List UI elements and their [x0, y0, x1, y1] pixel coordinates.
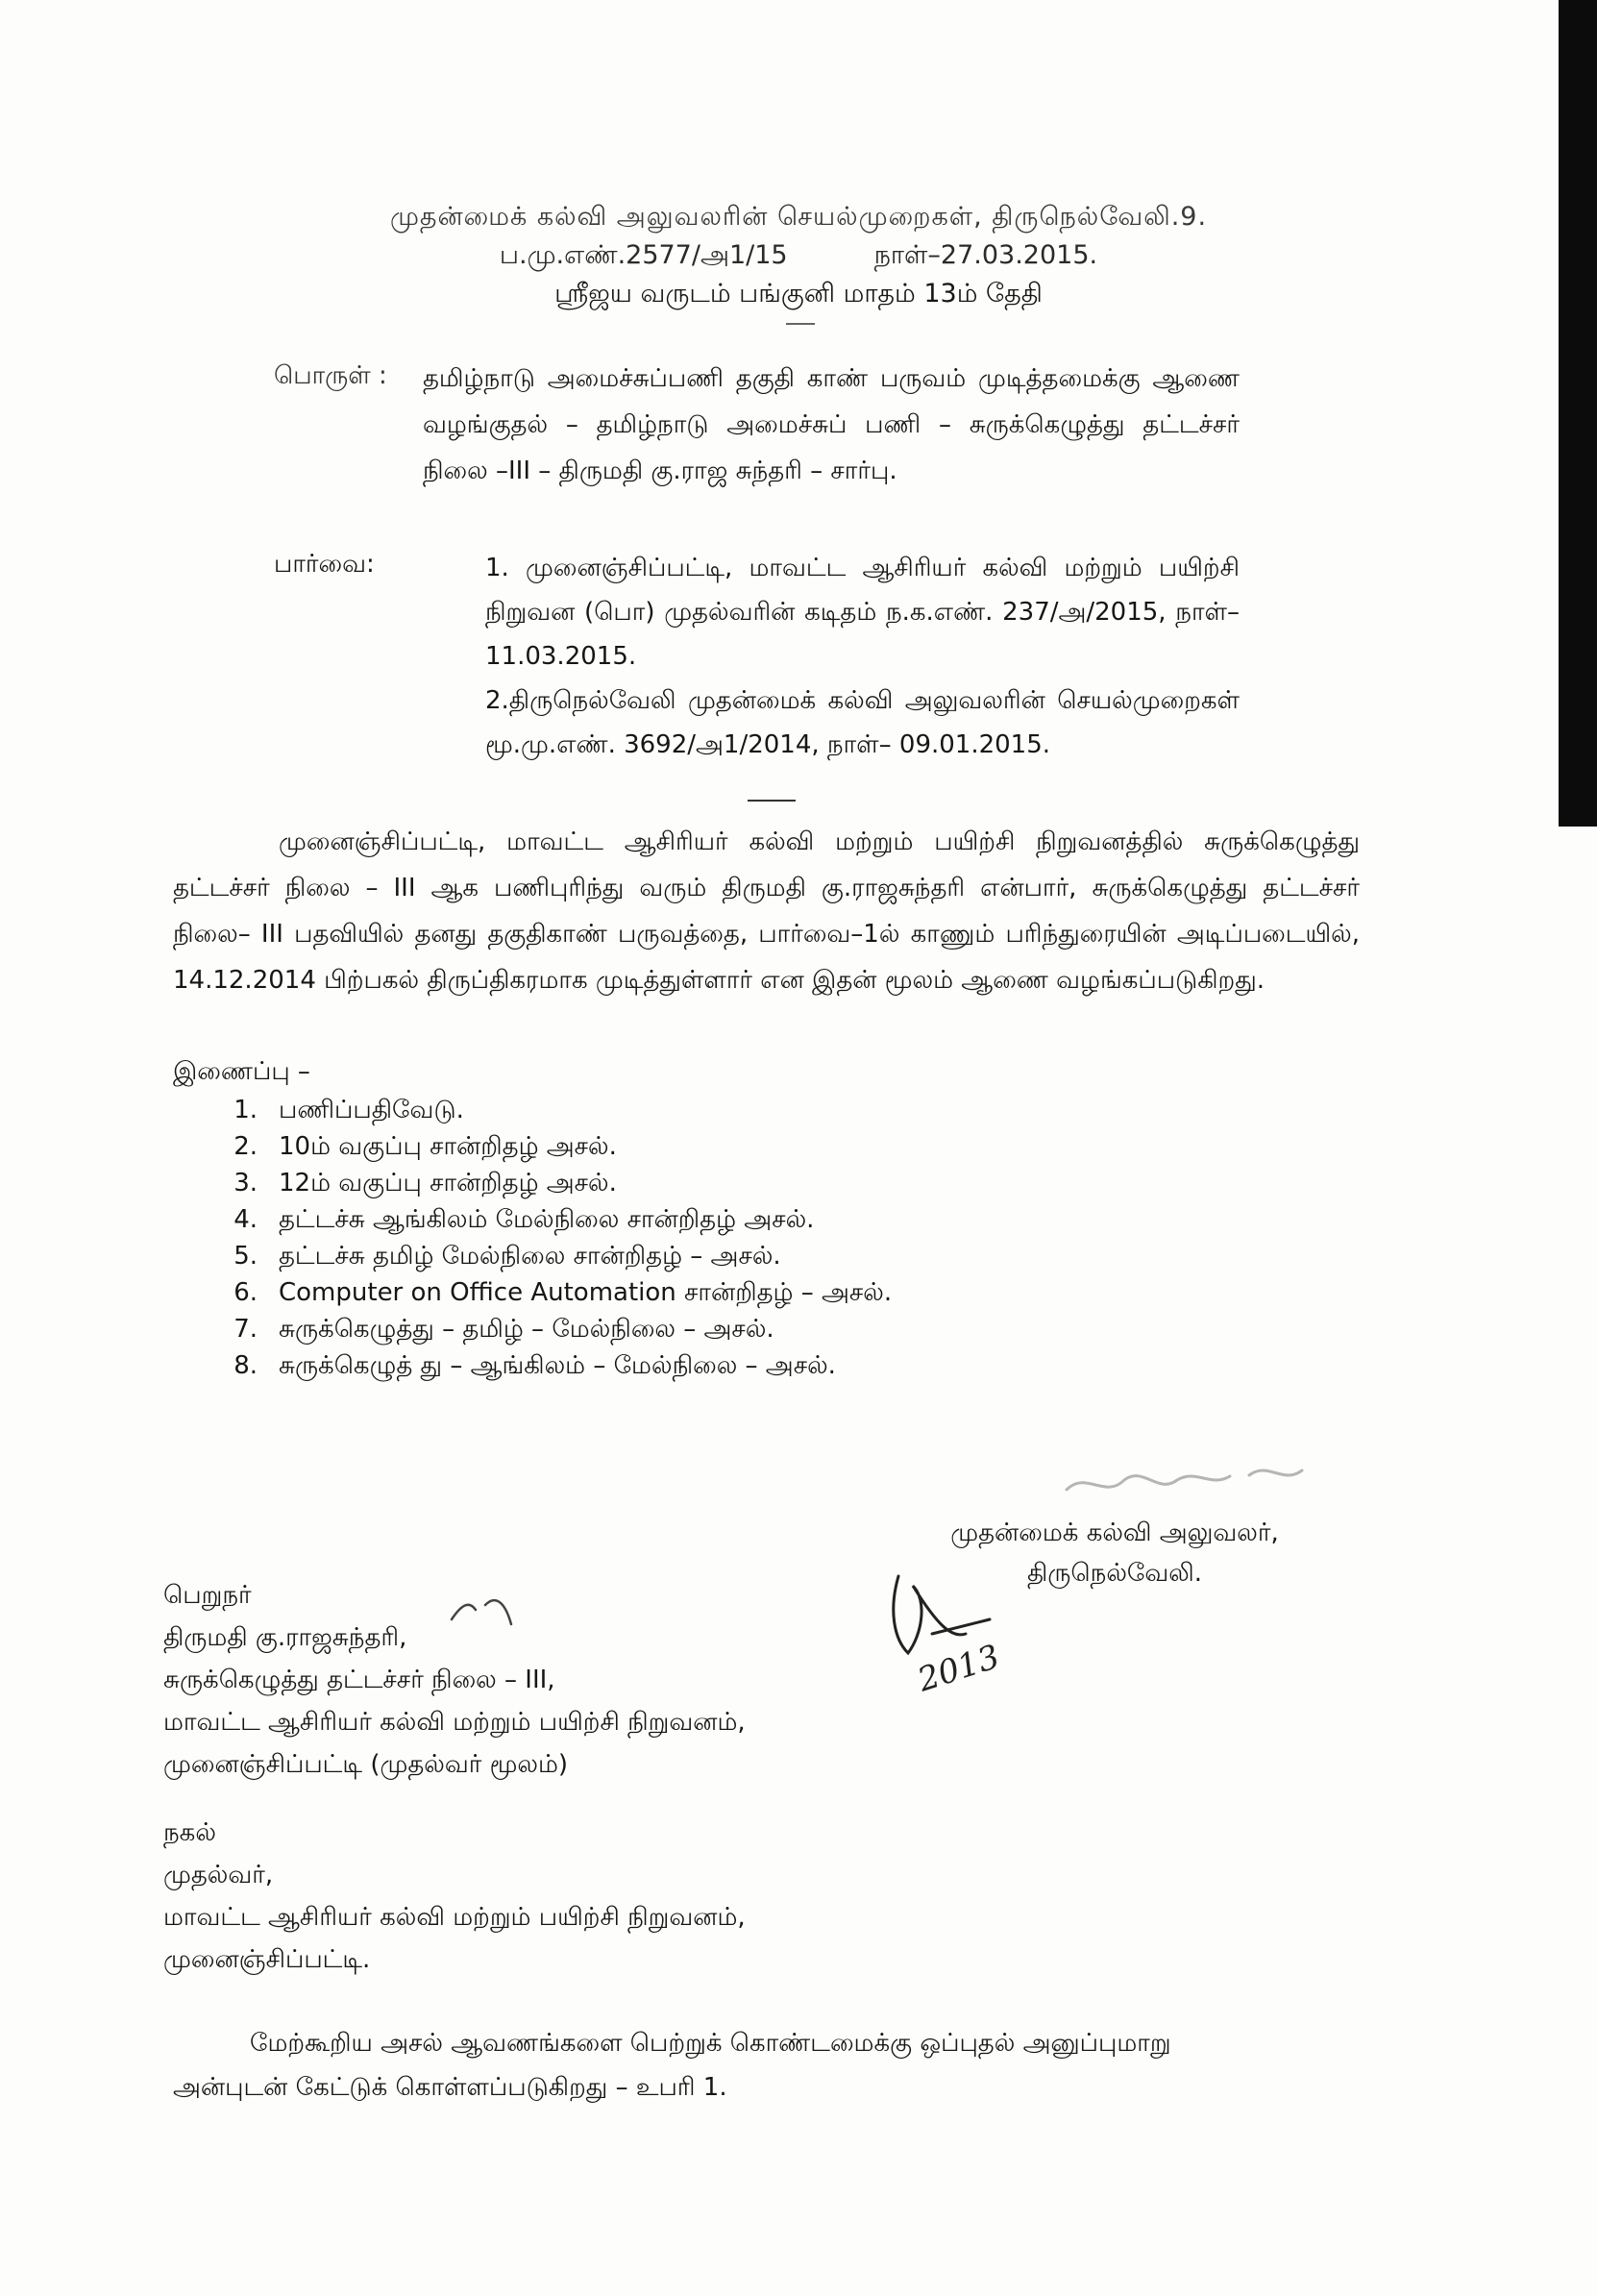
signatory-place: திருநெல்வேலி. — [1027, 1559, 1202, 1588]
reference-item: 1. முனைஞ்சிப்பட்டி, மாவட்ட ஆசிரியர் கல்வி மற்றும் பயிற்சி நிறுவன (பொ) முதல்வரின் கடிதம் ந.க.எண். 237/அ/2015, நாள்–11.03.2015. — [485, 554, 1240, 671]
enclosures-title: இணைப்பு – — [173, 1057, 310, 1086]
faint-signature — [1067, 1470, 1302, 1490]
enclosure-item: 5. தட்டச்சு தமிழ் மேல்நிலை சான்றிதழ் – அசல். — [233, 1242, 781, 1271]
signatory-title: முதன்மைக் கல்வி அலுவலர், — [950, 1518, 1279, 1547]
copy-to-line: முதல்வர், — [163, 1861, 274, 1889]
initials-mark — [894, 1576, 990, 1653]
tamil-calendar-date: ஸ்ரீஜய வருடம் பங்குனி மாதம் 13ம் தேதி — [554, 279, 1043, 309]
office-title: முதன்மைக் கல்வி அலுவலரின் செயல்முறைகள், திருநெல்வேலி.9. — [389, 202, 1208, 232]
order-date: நாள்–27.03.2015. — [873, 240, 1098, 270]
reference-item: 2.திருநெல்வேலி முதன்மைக் கல்வி அலுவலரின் செயல்முறைகள் மூ.மு.எண். 3692/அ1/2014, நாள்– 09.01.2015. — [485, 686, 1240, 759]
subject-label: பொருள் : — [274, 361, 387, 390]
subject-text: தமிழ்நாடு அமைச்சுப்பணி தகுதி காண் பருவம் முடித்தமைக்கு ஆணை வழங்குதல் – தமிழ்நாடு அமைச்சுப் பணி – சுருக்கெழுத்து தட்டச்சர் நிலை –III – திருமதி கு.ராஜ சுந்தரி – சார்பு. — [423, 364, 1240, 485]
recipient-block — [163, 1574, 746, 1786]
enclosure-item: 1. பணிப்பதிவேடு. — [233, 1096, 464, 1124]
handwritten-year: 2013 — [913, 1637, 1005, 1700]
closing-note: மேற்கூறிய அசல் ஆவணங்களை பெற்றுக் கொண்டமைக்கு ஒப்புதல் அனுப்புமாறு அன்புடன் கேட்டுக் கொள்ளப்படுகிறது – உபரி 1. — [173, 2029, 1171, 2102]
recipient-line: திருமதி கு.ராஜசுந்தரி, — [163, 1623, 407, 1652]
copy-to-label: நகல் — [163, 1818, 216, 1847]
reference-number: ப.மு.எண்.2577/அ1/15 — [499, 240, 788, 270]
enclosure-item: 6. Computer on Office Automation சான்றிதழ் – அசல். — [233, 1278, 893, 1307]
references-label: பார்வை: — [274, 550, 375, 579]
enclosure-item: 3. 12ம் வகுப்பு சான்றிதழ் அசல். — [233, 1169, 617, 1197]
recipient-line: மாவட்ட ஆசிரியர் கல்வி மற்றும் பயிற்சி நிறுவனம், — [163, 1708, 746, 1737]
copy-to-line: முனைஞ்சிப்பட்டி. — [163, 1945, 371, 1974]
order-paragraph: முனைஞ்சிப்பட்டி, மாவட்ட ஆசிரியர் கல்வி மற்றும் பயிற்சி நிறுவனத்தில் சுருக்கெழுத்து தட்டச்சர் நிலை – III ஆக பணிபுரிந்து வரும் திருமதி கு.ராஜசுந்தரி என்பார், சுருக்கெழுத்து தட்டச்சர் நிலை– III பதவியில் தனது தகுதிகாண் பருவத்தை, பார்வை–1ல் காணும் பரிந்துரையின் அடிப்படையில், 14.12.2014 பிற்பகல் திருப்திகரமாக முடித்துள்ளார் என இதன் மூலம் ஆணை வழங்கப்படுகிறது. — [173, 827, 1360, 995]
enclosure-item: 8. சுருக்கெழுத் து – ஆங்கிலம் – மேல்நிலை – அசல். — [233, 1351, 836, 1380]
recipient-line: முனைஞ்சிப்பட்டி (முதல்வர் மூலம்) — [163, 1750, 569, 1779]
copy-to-line: மாவட்ட ஆசிரியர் கல்வி மற்றும் பயிற்சி நிறுவனம், — [163, 1903, 746, 1932]
recipient-label: பெறுநர் — [163, 1581, 252, 1610]
enclosure-item: 7. சுருக்கெழுத்து – தமிழ் – மேல்நிலை – அசல். — [233, 1315, 774, 1344]
copy-to-block — [163, 1812, 746, 1981]
enclosure-item: 4. தட்டச்சு ஆங்கிலம் மேல்நிலை சான்றிதழ் அசல். — [233, 1205, 815, 1234]
enclosure-item: 2. 10ம் வகுப்பு சான்றிதழ் அசல். — [233, 1132, 617, 1161]
recipient-line: சுருக்கெழுத்து தட்டச்சர் நிலை – III, — [163, 1666, 555, 1694]
